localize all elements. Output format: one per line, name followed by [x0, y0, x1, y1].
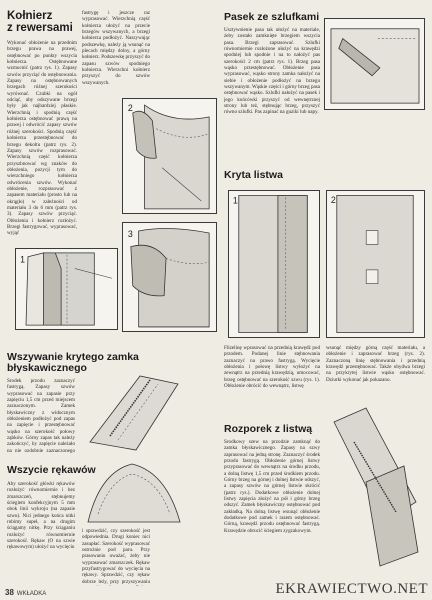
pocket-figure: [324, 18, 425, 110]
collar-diagram-1: [16, 249, 117, 329]
pocket-diagram: [325, 19, 424, 109]
zipper-figure: [80, 372, 185, 452]
concealed-text-continued: wsunąć między górną część materiału, a obłożenie i zaprasować brzeg (rys. 2). Zaznaczoną linię stębnowania i przednią krawędź przestębnować. Także obydwa brzegi na przykrytej listwie wąsko ostębnować. Dziurki wykonać jak pokazano.: [326, 345, 425, 383]
collar-heading: [7, 10, 73, 34]
zipper-text: Środek przodu zaznaczyć fastrygą. Zapasy szwów wyprasować na zapasie przy zapięciu 1,5 cm przed miejscem zaznaczonym. Zamek błyskawiczny z widocznym obłożeniem podłożyć pod zapas na zapięcie i przestębnować wąsko na szerokość połowy ząbków. Górny zapas tak należy zakończyć, by zapięcie należało na nie ozdobnie zaznaczonego: [7, 378, 75, 454]
page-footer: [5, 588, 46, 597]
collar-diagram-2: [123, 99, 216, 213]
zipper-heading: [7, 352, 139, 374]
magazine-label: WKŁADKA: [16, 591, 47, 597]
watermark: EKRAWIECTWO.NET: [275, 581, 428, 597]
concealed-figure-1: [228, 190, 320, 338]
collar-figure-3: [122, 222, 217, 332]
figure-number: 1: [20, 254, 26, 265]
collar-title-line1: Kołnierz: [7, 10, 53, 22]
concealed-diagram-2: [327, 191, 424, 337]
collar-title-line2: z rewersami: [7, 22, 73, 35]
concealed-diagram-1: [229, 191, 319, 337]
collar-figure-1: [15, 248, 118, 330]
collar-diagram-3: [123, 223, 216, 331]
pocket-text: Usztywnienie pasa tak ułożyć na materiale, żeby zostało zamknięte brzegiem wszycia pasa. Brzegi zaprasować. Szlufki równomiernie rozłożone ułożyć na krawędzi spodniej lub spodnie i na to nałożyć pas szerokości 2 cm (patrz rys. 1). Brzeg pasa wąsko przestębnować. Obłożenie pasa wyprasować, wąsko strony zamka nałożyć na siebie i obłożenie podłożyć na brzegu wszywanym. Wąskie części i górny brzeg pasa ostębnować wąsko. Szlufki nałożyć na pasek i jego końcówki przyszyć od wewnętrznej strony lub też, stębnując brzeg, przyszyć równo szlufki. Pas zapinać na guziki lub napy.: [224, 27, 320, 116]
figure-number: 2: [127, 102, 133, 113]
collar-figure-2: [122, 98, 217, 214]
collar-text-continued: fastrygę i jeszcze raz wyprasować. Wierzchnią część kołnierza ułożyć na przecie brzegów wszywanych, a brzegi kołnierza podłożyć. Naszywając podszewkę, należy ją wsunąć na plecach między dolny, a górny kołnierz. Podszewkę przyszyć do zapasu szwów spodniego kołnierza. Wierzchni kołnierz przyszyć do szwów wszywanych.: [82, 10, 150, 86]
placket-text: Środkowy szew na przodzie zamknąć do zamka błyskawicznego. Zapasy na szwy zaprasować na jedną stronę. Zaznaczyć środek przodu fastrygą. Obłożenie górnej listwy przyprasować do wewnątrz na środku przodu, a dolną listwę 1,5 cm przed środkiem przodu. Górny brzeg na górnej i dolnej listwie odszyć, a zapasy szwów na górnej listwie skrócić (patrz rys.). Dodatkowe obłożenie dolnej listwy zapięcia złożyć na pół i górny brzeg odszyć. Zamek błyskawiczny ostębnować pod zakładką. Na dolną listwę wsunąć obłożenie dodatkowe pod zamek i razem ostębnować. Górną, krawędź przodu ostębnować fastrygą. Krawędzie obrucić ściegiem zygzakowym.: [224, 439, 320, 534]
figure-number: 3: [127, 228, 133, 239]
zipper-title-line2: błyskawicznego: [7, 362, 87, 375]
sleeves-heading: Wszycie rękawów: [7, 464, 96, 476]
figure-number: 2: [330, 195, 336, 206]
sleeves-text: Aby szerokość główki rękawów rozłożyć równomiernie i bez zmarszczeń, stębnujemy ściegiem konfekcyjnym 5 mm obok linii wykroju (na zapasie szwu). Nici jednego końca nitki robimy supeł, a na drugim ściągamy nitkę. Przy ściąganiu rozłożyć równomiernie szerokość. Rękaw (O na szwie rękawowym) ułożyć na wycięciu: [7, 481, 75, 551]
zipper-diagram: [80, 372, 185, 452]
page-number: 38: [5, 588, 14, 597]
placket-heading: Rozporek z listwą: [224, 423, 313, 435]
concealed-figure-2: [326, 190, 425, 338]
pocket-heading: Pasek ze szlufkami: [224, 11, 320, 23]
sleeve-figure: [80, 452, 190, 526]
zipper-title-line1: Wszywanie krytego zamka: [7, 351, 139, 363]
concealed-text: Flizelinę wprasować na przednią krawędź pod przodem. Podanej linie stębnowania zaznaczyć na prawo fastrygą. Wycięcie obłożenia i połowę listwy wyłożyć na zewnątrz na przednią krawędzią, umocować, brzeg ostębnować na szerokość szwu (rys. 1). Obłożenie obrócić do wewnątrz, listwę: [224, 345, 320, 390]
placket-diagram: [326, 402, 425, 570]
concealed-heading: Kryta listwa: [224, 169, 283, 181]
sleeve-diagram: [80, 452, 190, 526]
sleeves-text-continued: i sprawdzić, czy szerokość jest odpowiednia. Drugi koniec nici zasupłać. Szerokość wyprasować ostrożnie pod paru. Przy prasowaniu uważać, żeby nie wyprasować zmarszczek. Rękaw przyfastrygować do wycięcia na rękawy. Sprawdzić, czy rękaw dobrze leży, przy przyszywaniu: [82, 528, 150, 585]
placket-figure: [326, 402, 425, 570]
collar-text: Wykonać obłożenie na przednim brzegu prawa na prawej, ostębnować po punkty wszycia kołnierza. Ostębnowane wzmocnić (patrz rys. 1). Zapasy szwów przyciąć do ostębnowania. Zapasy na ostębnowanych brzegach różnej szerokości wyrównać. Czubki na ogół odciąć, aby odszywane brzegi były jak najbardziej płaskie. Wierzchnią i spodnią część kołnierza ostębnować prawą na prawej i odwrócić zapasy szwów różnej szerokości. Spodnią część kołnierza przestębnować do brzegu dekoltu (patrz rys. 2). Zapasy szwów rozprasować. Wierzchnią część kołnierza przyszbnować wg znaków do obłożenia, pozycji tym do wierzchniego kołnierza odwrócenia szwów. Wykonać obłożenie, rozprasować z zapasem materiału (prosto lub na okrągło) w zależności od materiału 3 do 6 mm (patrz rys. 3). Zapasy szwów przyciąć. Obłożenia i kołnierz rozłożyć. Brzegi fastrygować, wyprasować, wyjąć: [7, 40, 77, 237]
figure-number: 1: [232, 195, 238, 206]
